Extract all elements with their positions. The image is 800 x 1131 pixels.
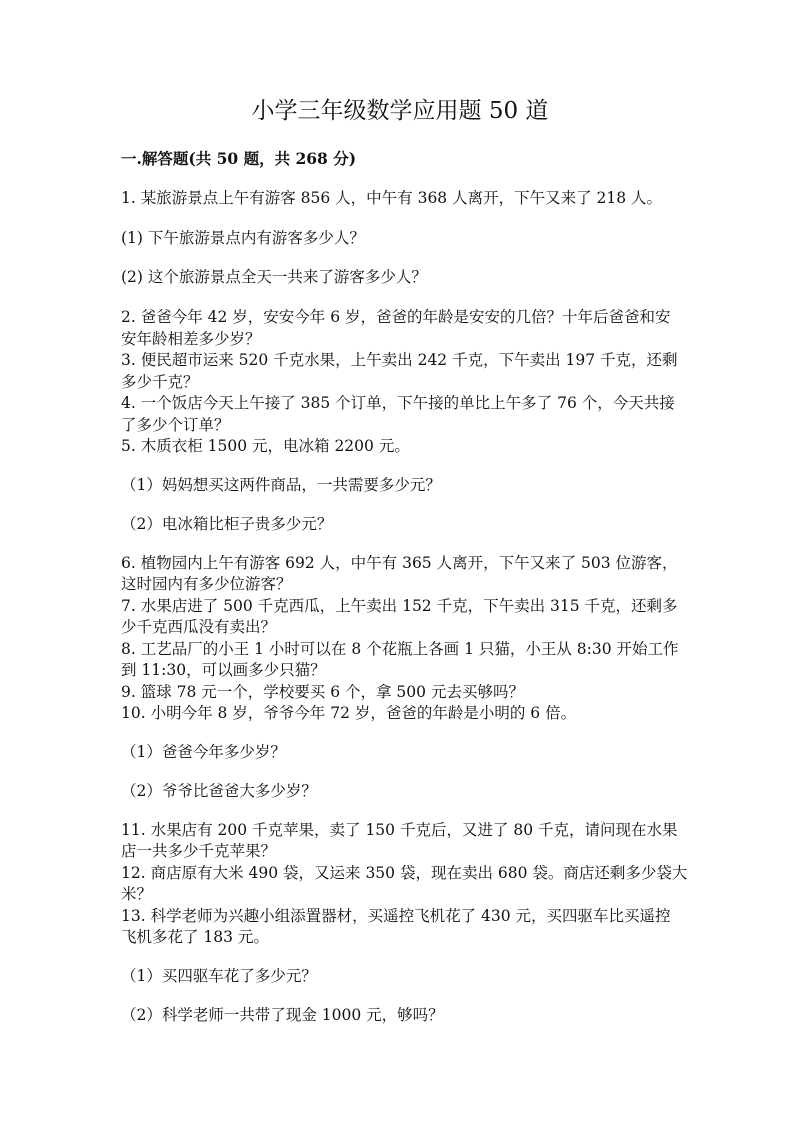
question-line: 9. 篮球 78 元一个，学校要买 6 个，拿 500 元去买够吗？: [121, 683, 524, 701]
question-line: （1）爸爸今年多少岁？: [121, 743, 286, 761]
question-line: 13. 科学老师为兴趣小组添置器材，买遥控飞机花了 430 元，买四驱车比买遥控: [121, 907, 671, 925]
question-line: （1）买四驱车花了多少元？: [121, 967, 317, 985]
question-line: 安年龄相差多少岁？: [121, 330, 261, 348]
question-line: 10. 小明今年 8 岁，爷爷今年 72 岁，爸爸的年龄是小明的 6 倍。: [121, 704, 577, 722]
question-line: （1）妈妈想买这两件商品，一共需要多少元？: [121, 476, 441, 494]
question-line: （2）爷爷比爸爸大多少岁？: [121, 782, 317, 800]
question-line: 8. 工艺品厂的小王 1 小时可以在 8 个花瓶上各画 1 只猫，小王从 8:30 开始工作: [121, 640, 679, 658]
question-line: 米？: [121, 885, 153, 903]
question-line: 多少千克？: [121, 373, 199, 391]
question-line: 7. 水果店进了 500 千克西瓜，上午卖出 152 千克，下午卖出 315 千克，还剩多: [121, 597, 678, 615]
question-line: 飞机多花了 183 元。: [121, 928, 269, 946]
question-line: 6. 植物园内上午有游客 692 人，中午有 365 人离开，下午又来了 503 位游客，: [121, 554, 678, 572]
question-line: （2）电冰箱比柜子贵多少元？: [121, 515, 333, 533]
question-line: (1) 下午旅游景点内有游客多少人？: [121, 229, 365, 247]
question-line: 店一共多少千克苹果？: [121, 842, 277, 860]
question-line: 4. 一个饭店今天上午接了 385 个订单，下午接的单比上午多了 76 个，今天共接: [121, 394, 675, 412]
question-line: 了多少个订单？: [121, 416, 230, 434]
question-line: 这时园内有多少位游客？: [121, 575, 292, 593]
section-heading: 一.解答题(共 50 题，共 268 分): [121, 149, 357, 168]
question-line: 少千克西瓜没有卖出？: [121, 618, 277, 636]
question-line: 12. 商店原有大米 490 袋，又运来 350 袋，现在卖出 680 袋。商店还剩多少袋大: [121, 864, 688, 882]
question-line: (2) 这个旅游景点全天一共来了游客多少人？: [121, 268, 427, 286]
question-line: 5. 木质衣柜 1500 元，电冰箱 2200 元。: [121, 437, 410, 455]
question-line: （2）科学老师一共带了现金 1000 元，够吗？: [121, 1006, 444, 1024]
question-line: 11. 水果店有 200 千克苹果，卖了 150 千克后，又进了 80 千克，请问现在水果: [121, 821, 678, 839]
question-line: 3. 便民超市运来 520 千克水果，上午卖出 242 千克，下午卖出 197 千克，还剩: [121, 351, 678, 369]
question-line: 1. 某旅游景点上午有游客 856 人，中午有 368 人离开，下午又来了 218 人。: [121, 189, 663, 207]
question-line: 到 11:30，可以画多少只猫？: [121, 661, 326, 679]
document-title: 小学三年级数学应用题 50 道: [251, 98, 549, 124]
question-line: 2. 爸爸今年 42 岁，安安今年 6 岁，爸爸的年龄是安安的几倍？十年后爸爸和安: [121, 308, 671, 326]
